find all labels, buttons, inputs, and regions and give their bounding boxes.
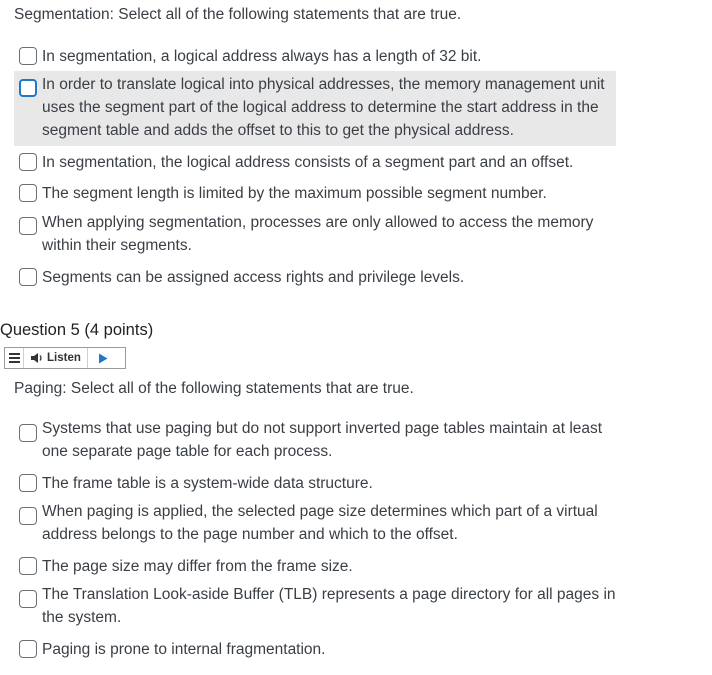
q4-option-3[interactable] [14,151,616,174]
play-button[interactable] [88,348,118,368]
listen-label: Listen [47,352,81,364]
q4-option-1[interactable] [14,45,616,68]
option-label: When applying segmentation, processes are only allowed to access the memory within their segments. [42,214,594,254]
q4-option-5[interactable] [14,211,616,257]
q5-option-5[interactable] [14,583,616,629]
checkbox[interactable] [19,79,37,97]
checkbox[interactable] [19,153,37,171]
option-label: In order to translate logical into physical addresses, the memory management unit uses the segment part of the logical address to determine the start address in the segment table and adds the offset to this to get the physical address. [42,76,605,139]
checkbox[interactable] [19,217,37,235]
option-label: In segmentation, the logical address consists of a segment part and an offset. [42,154,574,171]
q5-prompt: Paging: Select all of the following statements that are true. [14,380,414,397]
checkbox[interactable] [19,268,37,286]
q5-option-1[interactable] [14,417,616,463]
option-label: When paging is applied, the selected page size determines which part of a virtual address belongs to the page number and which to the offset. [42,503,598,543]
q4-option-2[interactable] [14,71,616,146]
checkbox[interactable] [19,640,37,658]
q5-option-6[interactable] [14,638,616,661]
checkbox[interactable] [19,47,37,65]
listen-button[interactable] [24,348,88,368]
q5-option-4[interactable] [14,555,616,578]
option-label: In segmentation, a logical address always has a length of 32 bit. [42,48,482,65]
play-icon [98,353,108,364]
option-label: The page size may differ from the frame size. [42,558,353,575]
option-label: The Translation Look-aside Buffer (TLB) represents a page directory for all pages in the system. [42,586,616,626]
question-title: Question 5 [0,321,80,339]
read-aloud-toolbar [4,347,126,369]
checkbox[interactable] [19,184,37,202]
checkbox[interactable] [19,474,37,492]
menu-icon[interactable] [5,348,24,368]
question-points: (4 points) [84,321,154,339]
checkbox[interactable] [19,557,37,575]
q4-prompt: Segmentation: Select all of the following statements that are true. [14,6,462,23]
checkbox[interactable] [19,424,37,442]
q5-option-3[interactable] [14,500,616,546]
q4-option-4[interactable] [14,182,616,205]
option-label: The frame table is a system-wide data structure. [42,475,373,492]
option-label: Paging is prone to internal fragmentation. [42,641,326,658]
q5-option-2[interactable] [14,472,616,495]
checkbox[interactable] [19,590,37,608]
question-heading [0,320,153,340]
option-label: Systems that use paging but do not support inverted page tables maintain at least one separate page table for each process. [42,420,603,460]
q4-option-6[interactable] [14,266,616,289]
option-label: The segment length is limited by the maximum possible segment number. [42,185,547,202]
option-label: Segments can be assigned access rights and privilege levels. [42,269,465,286]
checkbox[interactable] [19,507,37,525]
speaker-icon [30,352,44,364]
